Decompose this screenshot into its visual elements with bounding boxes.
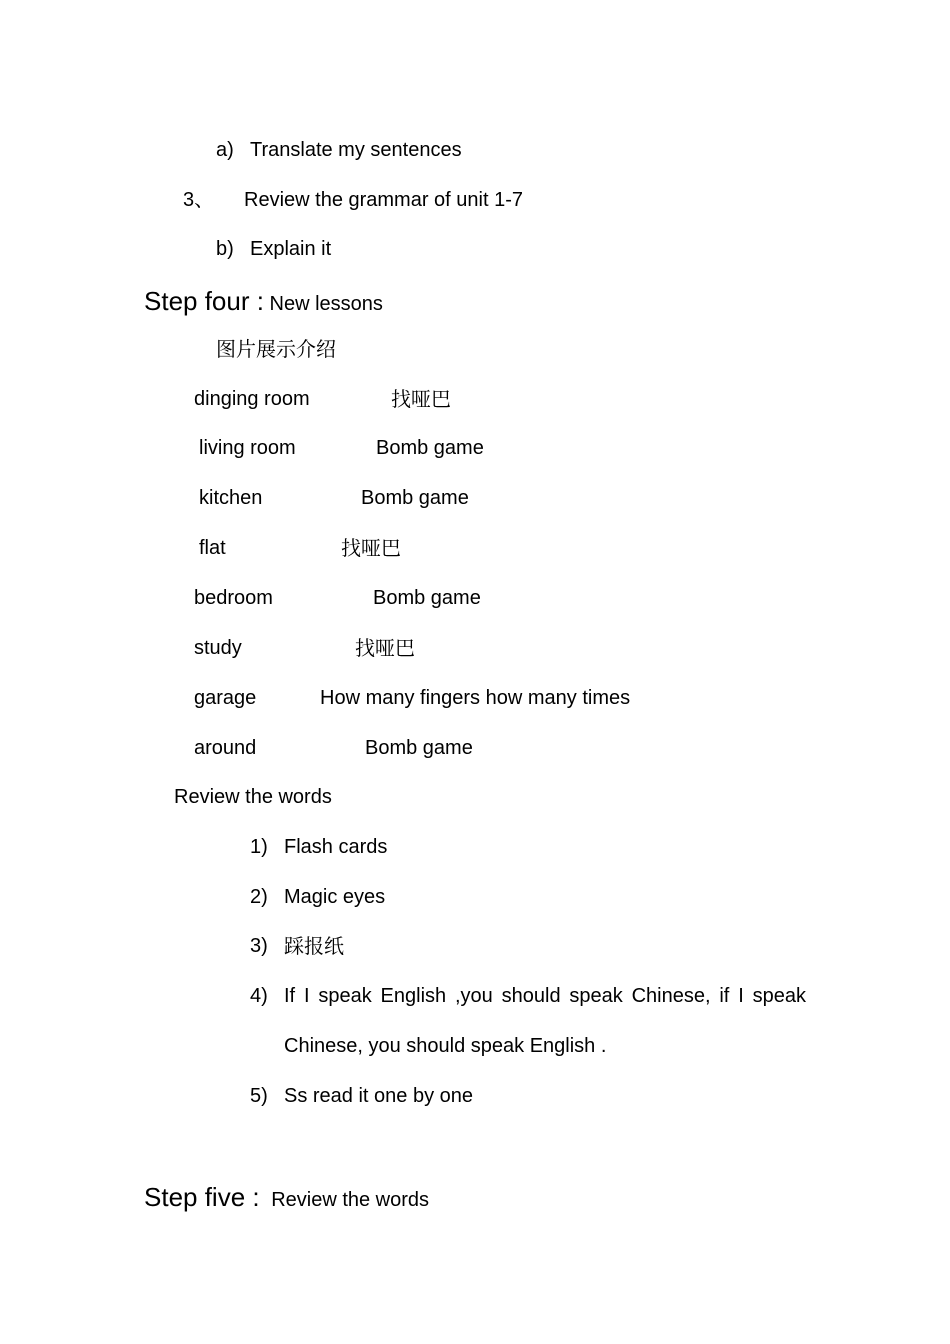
vocab-game: 找哑巴 <box>341 536 401 560</box>
review-item-num: 3) <box>250 935 268 957</box>
word: English <box>380 985 447 1007</box>
review-item-text: 踩报纸 <box>284 934 344 958</box>
review-item-num: 1) <box>250 836 268 858</box>
list-marker: a) <box>216 139 234 161</box>
step-four-heading-row <box>144 286 383 316</box>
vocab-game: Bomb game <box>365 737 473 759</box>
vocab-word: garage <box>194 687 257 709</box>
word: I <box>303 985 310 1007</box>
step-five-heading: Step five : <box>144 1182 260 1212</box>
vocab-word: living room <box>199 437 296 459</box>
vocab-game: 找哑巴 <box>355 636 415 660</box>
review-item-text: Ss read it one by one <box>284 1085 474 1107</box>
word: speak <box>318 985 372 1007</box>
step-five-heading-row <box>144 1182 429 1212</box>
list-marker: 3、 <box>183 189 215 211</box>
vocab-game: 找哑巴 <box>391 387 451 411</box>
review-item-text: Magic eyes <box>284 886 386 908</box>
review-heading: Review the words <box>174 786 332 808</box>
list-item-3 <box>183 188 524 212</box>
vocab-game: How many fingers how many times <box>320 687 631 709</box>
list-text: Review the grammar of unit 1-7 <box>244 189 524 211</box>
word: I <box>738 985 744 1007</box>
review-item-text-line2: Chinese, you should speak English . <box>284 1035 607 1057</box>
word: should <box>501 985 561 1007</box>
review-item-text-line1 <box>284 984 806 1008</box>
vocab-word: around <box>194 737 257 759</box>
review-item-text: Flash cards <box>284 836 388 858</box>
vocab-word: kitchen <box>199 487 263 509</box>
word: speak <box>752 985 806 1007</box>
vocab-word: bedroom <box>194 587 273 609</box>
word: if <box>719 985 730 1007</box>
step-four-heading: Step four : <box>144 286 264 316</box>
vocab-game: Bomb game <box>361 487 469 509</box>
word: ,you <box>454 985 493 1007</box>
vocab-word: study <box>194 637 242 659</box>
step-four-subtitle: New lessons <box>269 293 383 315</box>
vocab-game: Bomb game <box>376 437 484 459</box>
step-five-subtitle: Review the words <box>271 1189 430 1211</box>
word: If <box>284 985 296 1007</box>
list-item-b <box>216 237 332 261</box>
list-text: Translate my sentences <box>250 139 462 161</box>
vocab-word: flat <box>199 537 226 559</box>
review-item-num: 2) <box>250 886 268 908</box>
list-item-a <box>216 138 462 162</box>
review-item-num: 4) <box>250 985 268 1007</box>
list-marker: b) <box>216 238 234 260</box>
vocab-game: Bomb game <box>373 587 481 609</box>
word: speak <box>569 985 623 1007</box>
intro-text: 图片展示介绍 <box>216 337 336 361</box>
word: Chinese, <box>631 985 711 1007</box>
list-text: Explain it <box>250 238 332 260</box>
review-item-num: 5) <box>250 1085 268 1107</box>
vocab-word: dinging room <box>194 388 310 410</box>
